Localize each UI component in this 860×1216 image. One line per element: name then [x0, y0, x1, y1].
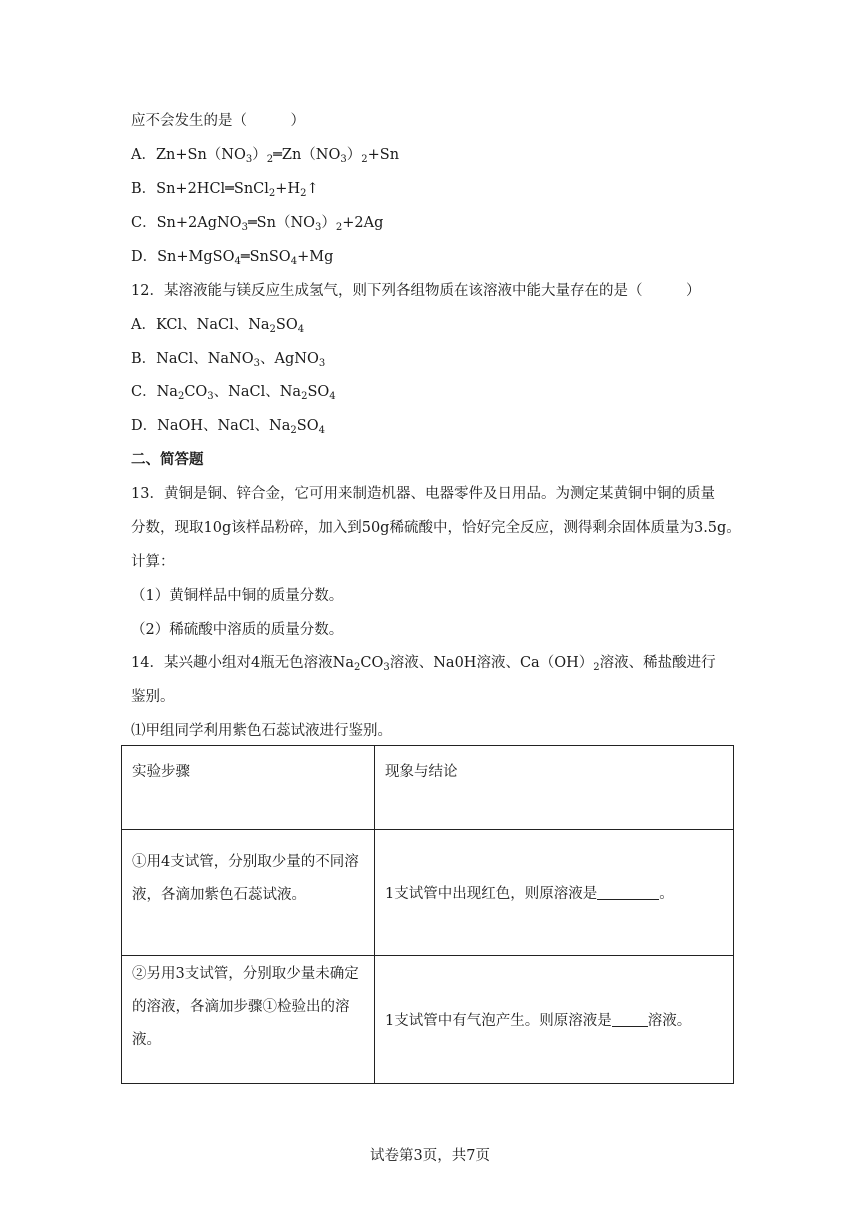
row1-step: ①用4支试管，分别取少量的不同溶 液，各滴加紫色石蕊试液。 [122, 830, 375, 956]
row2-step: ②另用3支试管，分别取少量未确定 的溶液，各滴加步骤①检验出的溶 液。 [122, 956, 375, 1084]
q11-option-b: B．$Sn+2HCl═SnCl_2+H_2↑$ [131, 181, 319, 199]
table-row [122, 956, 734, 1084]
q11-option-a: A．$Zn+Sn(NO_3)_2═Zn(NO_3)_2+Sn$ [131, 147, 400, 165]
q12-option-d: D．NaOH、NaCl、$Na_2SO_4$ [131, 418, 325, 436]
q11-stem-tail: 应不会发生的是（ ） [131, 113, 305, 129]
header-step: 实验步骤 [122, 746, 375, 830]
answer-blank[interactable] [597, 885, 659, 900]
row1-result: 1支试管中出现红色，则原溶液是 。 [375, 830, 734, 956]
q13-stem-line2: 分数，现取10g该样品粉碎，加入到50g稀硫酸中，恰好完全反应，测得剩余固体质量为3.5g。 [131, 520, 741, 536]
q11-option-c: C．$Sn+2AgNO_3═Sn(NO_3)_2+2Ag$ [131, 215, 384, 233]
q14-part1: ⑴甲组同学利用紫色石蕊试液进行鉴别。 [131, 723, 392, 739]
q13-stem-line3: 计算： [131, 554, 175, 570]
q14-stem-line1: 14．某兴趣小组对4瓶无色溶液$Na_2CO_3$溶液、Na0H溶液、$Ca(OH)_2$溶液、稀盐酸进行 [131, 655, 716, 673]
table-header-row [122, 746, 734, 830]
answer-blank[interactable] [612, 1012, 648, 1027]
q11-option-d: D．Sn+MgSO$_4$═SnSO$_4$+Mg [131, 249, 334, 267]
q12-option-a: A．KCl、NaCl、$Na_2SO_4$ [131, 317, 305, 335]
section-heading: 二、简答题 [131, 451, 204, 468]
header-result: 现象与结论 [375, 746, 734, 830]
table-row [122, 830, 734, 956]
q12-option-b: B．NaCl、NaNO$_3$、AgNO$_3$ [131, 351, 326, 369]
row2-result: 1支试管中有气泡产生。则原溶液是 溶液。 [375, 956, 734, 1084]
q13-subquestion-1: （1）黄铜样品中铜的质量分数。 [131, 588, 344, 604]
page-footer: 试卷第3页，共7页 [370, 1148, 490, 1164]
q14-stem-line2: 鉴别。 [131, 689, 175, 705]
q12-stem: 12．某溶液能与镁反应生成氢气，则下列各组物质在该溶液中能大量存在的是（ ） [131, 283, 701, 299]
q13-subquestion-2: （2）稀硫酸中溶质的质量分数。 [131, 622, 344, 638]
q12-option-c: C．$Na_2CO_3$、NaCl、$Na_2SO_4$ [131, 384, 336, 402]
experiment-table [121, 745, 734, 1084]
q13-stem-line1: 13．黄铜是铜、锌合金，它可用来制造机器、电器零件及日用品。为测定某黄铜中铜的质量 [131, 486, 715, 502]
